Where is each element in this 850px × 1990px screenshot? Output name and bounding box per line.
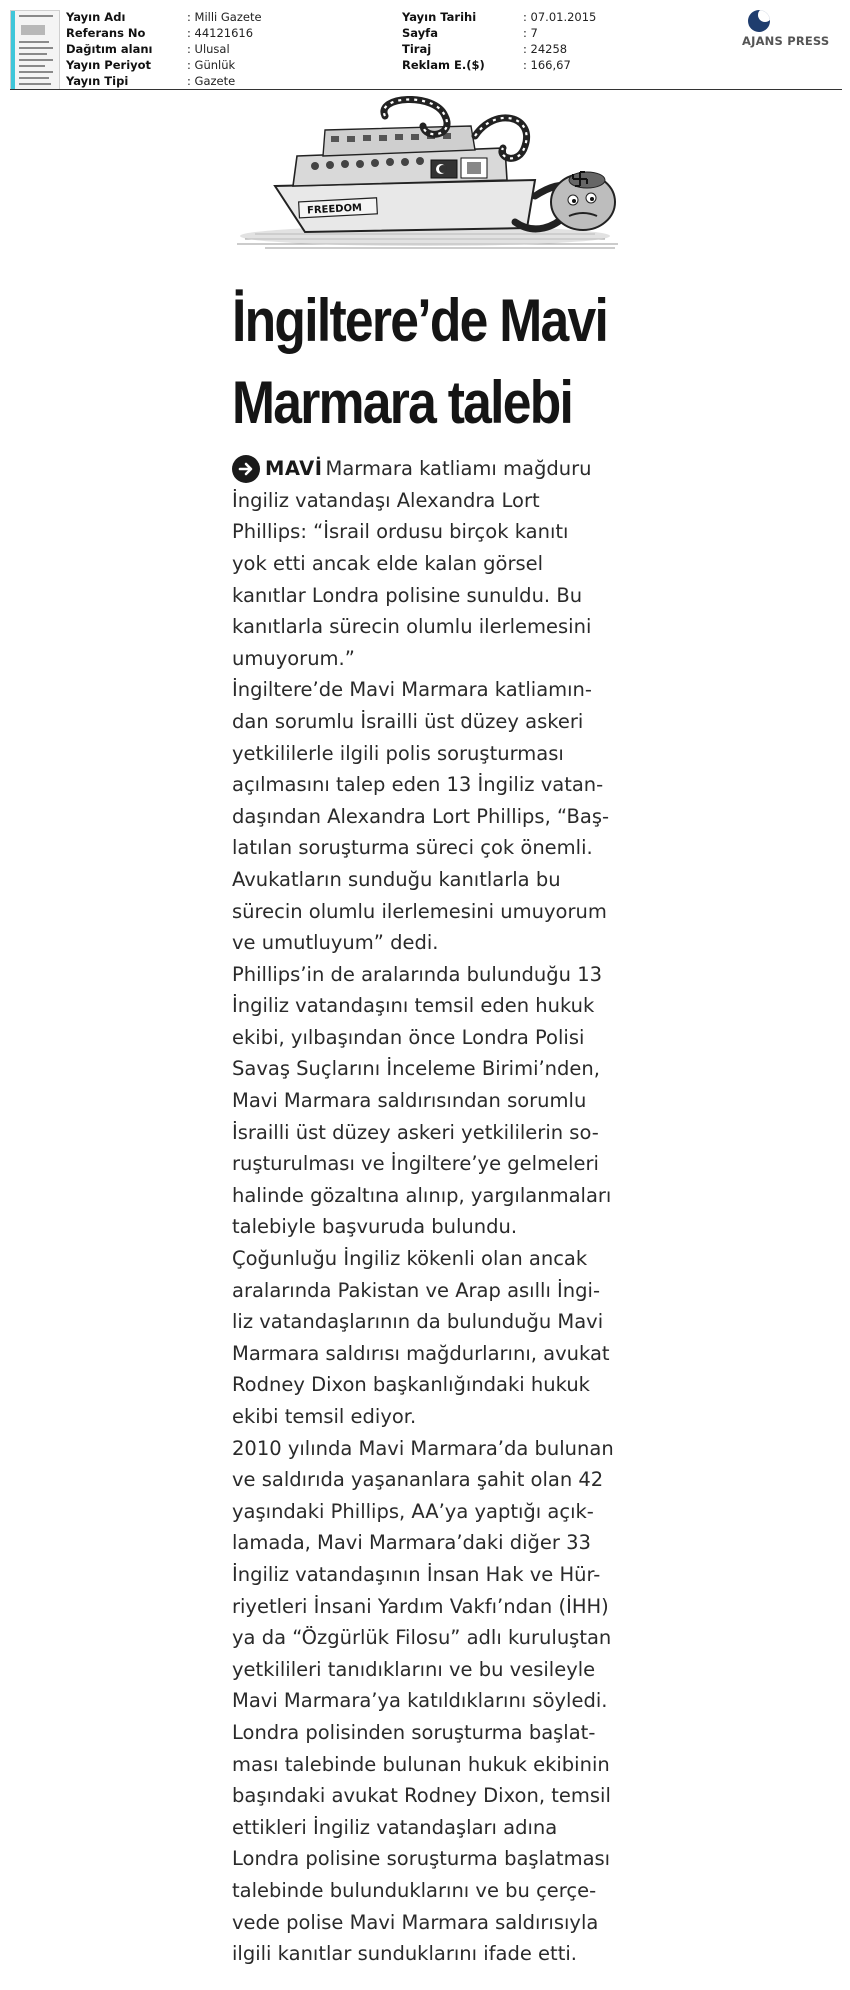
title-line: Marmara talebi xyxy=(232,369,573,436)
body-line: aralarında Pakistan ve Arap asıllı İngi- xyxy=(232,1278,600,1302)
meta-value: : Günlük xyxy=(187,58,236,72)
body-line: ve saldırıda yaşananlara şahit olan 42 xyxy=(232,1468,604,1492)
header-divider xyxy=(10,89,842,90)
meta-label: Reklam E.($) xyxy=(402,58,485,72)
body-line: ve umutluyum” dedi. xyxy=(232,931,439,955)
meta-row xyxy=(402,25,596,41)
meta-value: : Milli Gazete xyxy=(187,10,262,24)
body-line: Marmara saldırısı mağdurlarını, avukat xyxy=(232,1341,610,1365)
body-line: İsrailli üst düzey askeri yetkililerin so- xyxy=(232,1120,599,1144)
meta-row xyxy=(66,25,262,41)
body-line xyxy=(232,453,637,485)
body-line: Savaş Suçlarını İnceleme Birimi’nden, xyxy=(232,1057,600,1081)
body-line: ekibi, yılbaşından önce Londra Polisi xyxy=(232,1025,585,1049)
body-line: daşından Alexandra Lort Phillips, “Baş- xyxy=(232,804,610,828)
body-line: liz vatandaşlarının da bulunduğu Mavi xyxy=(232,1310,604,1334)
meta-value: : Ulusal xyxy=(187,42,230,56)
logo-mark-icon xyxy=(748,10,770,32)
meta-row xyxy=(66,57,262,73)
meta-row xyxy=(402,41,596,57)
lead-marker xyxy=(232,453,323,485)
body-line: talebinde bulunduklarını ve bu çerçe- xyxy=(232,1878,597,1902)
meta-row xyxy=(402,57,596,73)
meta-row xyxy=(66,41,262,57)
body-line: umuyorum.” xyxy=(232,646,355,670)
lead-word: MAVİ xyxy=(265,457,323,481)
title-line: İngiltere’de Mavi xyxy=(232,287,608,354)
meta-value: : 07.01.2015 xyxy=(523,10,597,24)
cartoon-illustration xyxy=(235,96,620,252)
body-line: başındaki avukat Rodney Dixon, temsil xyxy=(232,1784,611,1808)
body-line: ması talebinde bulunan hukuk ekibinin xyxy=(232,1752,610,1776)
meta-label: Yayın Periyot xyxy=(66,58,152,72)
body-line: ruşturulması ve İngiltere’ye gelmeleri xyxy=(232,1152,599,1176)
body-line: Avukatların sunduğu kanıtlarla bu xyxy=(232,867,561,891)
body-line: yetkililerle ilgili polis soruşturması xyxy=(232,741,564,765)
ajans-press-logo xyxy=(742,10,842,50)
body-line: lamada, Mavi Marmara’daki diğer 33 xyxy=(232,1531,591,1555)
body-line: 2010 yılında Mavi Marmara’da bulunan xyxy=(232,1436,614,1460)
meta-label: Dağıtım alanı xyxy=(66,42,153,56)
body-line: İngiltere’de Mavi Marmara katliamın- xyxy=(232,678,592,702)
meta-value: : 24258 xyxy=(523,42,568,56)
meta-row xyxy=(402,9,596,25)
body-line: latılan soruşturma süreci çok önemli. xyxy=(232,836,593,860)
body-line: talebiyle başvuruda bulundu. xyxy=(232,1215,518,1239)
meta-value: : 7 xyxy=(523,26,538,40)
meta-value: : 166,67 xyxy=(523,58,571,72)
body-line: yok etti ancak elde kalan görsel xyxy=(232,551,544,575)
body-line: riyetleri İnsani Yardım Vakfı’ndan (İHH) xyxy=(232,1594,609,1618)
body-line: İngiliz vatandaşını temsil eden hukuk xyxy=(232,994,595,1018)
body-line: kanıtlar Londra polisine sunuldu. Bu xyxy=(232,583,583,607)
body-line: İngiliz vatandaşının İnsan Hak ve Hür- xyxy=(232,1562,601,1586)
clipping-header xyxy=(0,0,850,92)
meta-row xyxy=(66,73,262,89)
body-line: İngiliz vatandaşı Alexandra Lort xyxy=(232,488,540,512)
article-body xyxy=(232,453,637,1970)
meta-row xyxy=(66,9,262,25)
meta-label: Tiraj xyxy=(402,42,432,56)
body-line: Phillips’in de aralarında bulunduğu 13 xyxy=(232,962,603,986)
page-thumbnail[interactable] xyxy=(10,10,60,90)
body-line: ya da “Özgürlük Filosu” adlı kuruluştan xyxy=(232,1626,612,1650)
meta-label: Yayın Tarihi xyxy=(402,10,477,24)
meta-value: : 44121616 xyxy=(187,26,254,40)
body-line: ettikleri İngiliz vatandaşları adına xyxy=(232,1815,558,1839)
body-line: ilgili kanıtlar sunduklarını ifade etti. xyxy=(232,1942,577,1966)
body-line: Londra polisinden soruşturma başlat- xyxy=(232,1720,596,1744)
body-line: kanıtlarla sürecin olumlu ilerlemesini xyxy=(232,615,592,639)
body-line: yaşındaki Phillips, AA’ya yaptığı açık- xyxy=(232,1499,594,1523)
meta-label: Yayın Adı xyxy=(66,10,126,24)
body-line: halinde gözaltına alınıp, yargılanmaları xyxy=(232,1183,612,1207)
body-line: Mavi Marmara saldırısından sorumlu xyxy=(232,1089,587,1113)
body-line: açılmasını talep eden 13 İngiliz vatan- xyxy=(232,773,604,797)
meta-label: Sayfa xyxy=(402,26,438,40)
thumbnail-accent-bar xyxy=(11,11,15,89)
body-line: yetkilileri tanıdıklarını ve bu vesileyle xyxy=(232,1657,596,1681)
article-title xyxy=(232,280,608,444)
body-line: Londra polisine soruşturma başlatması xyxy=(232,1847,611,1871)
publication-meta-left xyxy=(66,9,262,89)
body-line: ekibi temsil ediyor. xyxy=(232,1405,417,1429)
body-line: Rodney Dixon başkanlığındaki hukuk xyxy=(232,1373,590,1397)
meta-value: : Gazete xyxy=(187,74,236,88)
body-line: dan sorumlu İsrailli üst düzey askeri xyxy=(232,709,584,733)
body-line: vede polise Mavi Marmara saldırısıyla xyxy=(232,1910,599,1934)
ship-banner-text: FREEDOM xyxy=(306,202,363,217)
body-line: Mavi Marmara’ya katıldıklarını söyledi. xyxy=(232,1689,608,1713)
arrow-right-icon xyxy=(232,455,260,483)
body-line: Phillips: “İsrail ordusu birçok kanıtı xyxy=(232,520,569,544)
meta-label: Yayın Tipi xyxy=(66,74,129,88)
body-line: sürecin olumlu ilerlemesini umuyorum xyxy=(232,899,607,923)
logo-text: AJANS PRESS xyxy=(742,34,830,48)
meta-label: Referans No xyxy=(66,26,146,40)
publication-meta-right xyxy=(402,9,596,73)
body-line-text: Marmara katliamı mağduru xyxy=(325,457,592,480)
body-line: Çoğunluğu İngiliz kökenli olan ancak xyxy=(232,1247,588,1271)
